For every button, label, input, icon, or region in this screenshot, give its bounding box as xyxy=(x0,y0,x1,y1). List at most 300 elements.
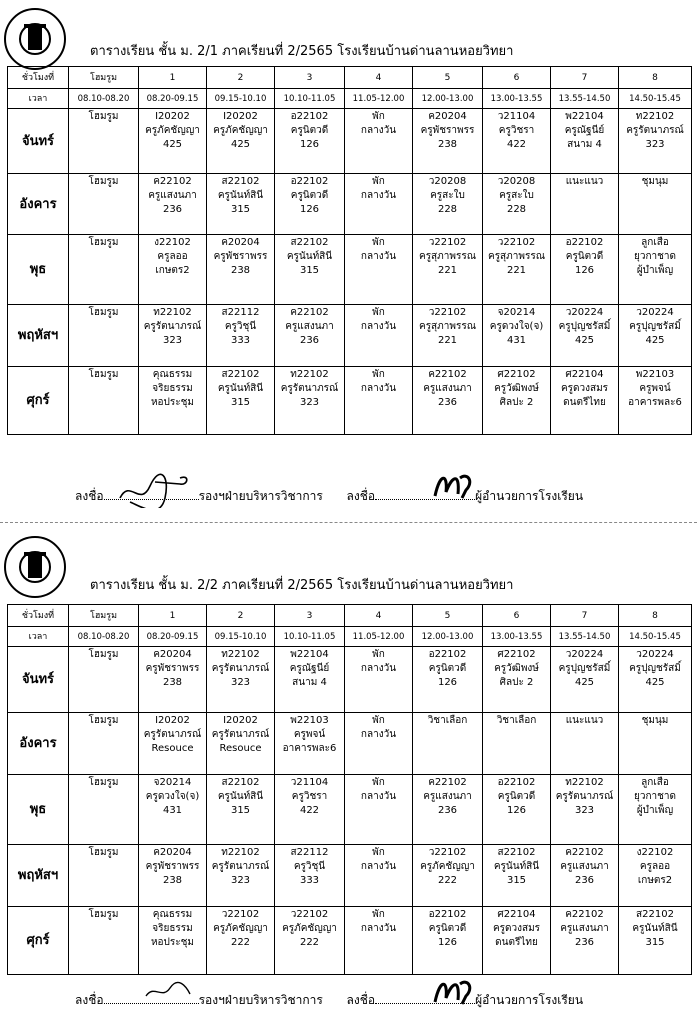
day-name: พุธ xyxy=(8,235,69,305)
schedule-cell xyxy=(345,713,413,775)
day-row xyxy=(8,907,692,975)
subject-line: ศ22104 xyxy=(565,369,604,380)
time-slot: 11.05-12.00 xyxy=(345,89,413,109)
schedule-cell xyxy=(483,109,551,174)
time-slot: 11.05-12.00 xyxy=(345,627,413,647)
subject-line: ว22102 xyxy=(428,237,467,248)
cell-line: 425 xyxy=(645,677,665,688)
cell-line: ครูวิชุนี xyxy=(293,861,326,872)
cell-line: 221 xyxy=(506,265,527,276)
day-name: พฤหัสฯ xyxy=(8,845,69,907)
subject-line: อ22102 xyxy=(428,909,467,920)
cell-line: จริยธรรม xyxy=(152,923,193,934)
subject-line: ว20208 xyxy=(428,176,467,187)
schedule-cell xyxy=(413,305,483,367)
subject-line: ลูกเสือ xyxy=(641,777,669,788)
cell-line: 333 xyxy=(230,335,251,346)
period-2: 2 xyxy=(207,67,275,89)
cell-line: 222 xyxy=(299,937,320,948)
cell-line: ครูรัตนาภรณ์ xyxy=(555,791,614,802)
schedule-cell xyxy=(413,109,483,174)
subject-line: พ22103 xyxy=(635,369,675,380)
day-name: จันทร์ xyxy=(8,109,69,174)
schedule-cell xyxy=(207,235,275,305)
schedule-cell xyxy=(139,713,207,775)
subject-line: อ22102 xyxy=(565,237,604,248)
schedule-cell xyxy=(69,907,139,975)
subject-line: ส22102 xyxy=(221,777,260,788)
cell-line: 221 xyxy=(437,335,458,346)
time-slot: 08.10-08.20 xyxy=(69,89,139,109)
subject-line: พ22104 xyxy=(565,111,604,122)
cell-line: หอประชุม xyxy=(150,397,195,408)
schedule-cell xyxy=(275,109,345,174)
cell-line: ครูภัคชัญญา xyxy=(145,125,200,136)
subject-line: วิชาเลือก xyxy=(427,715,468,726)
period-5: 5 xyxy=(413,67,483,89)
subject-line: โฮมรูม xyxy=(88,369,119,380)
cell-line: ผู้บำเพ็ญ xyxy=(636,265,674,276)
schedule-cell xyxy=(345,109,413,174)
cell-line: 431 xyxy=(506,335,527,346)
day-row xyxy=(8,235,692,305)
schedule-cell xyxy=(551,647,619,713)
subject-line: แนะแนว xyxy=(565,715,604,726)
schedule-cell xyxy=(275,647,345,713)
period-label: ชั่วโมงที่ xyxy=(8,67,69,89)
schedule-cell xyxy=(551,235,619,305)
subject-line: โฮมรูม xyxy=(88,237,119,248)
schedule-cell xyxy=(139,367,207,435)
schedule-cell xyxy=(139,174,207,235)
cell-line: 228 xyxy=(437,204,458,215)
subject-line: ค22102 xyxy=(428,369,467,380)
cell-line: Resouce xyxy=(219,743,262,754)
subject-line: ท22102 xyxy=(153,307,192,318)
schedule-cell xyxy=(139,235,207,305)
schedule-cell xyxy=(345,907,413,975)
cell-line: 425 xyxy=(230,139,251,150)
schedule-cell xyxy=(483,305,551,367)
time-slot: 13.55-14.50 xyxy=(551,627,619,647)
day-name: ศุกร์ xyxy=(8,367,69,435)
schedule-cell xyxy=(345,775,413,845)
subject-line: พ22103 xyxy=(290,715,329,726)
cell-line: 422 xyxy=(299,805,320,816)
day-row xyxy=(8,713,692,775)
subject-line: โฮมรูม xyxy=(88,777,119,788)
day-row xyxy=(8,775,692,845)
cell-line: 323 xyxy=(574,805,595,816)
subject-line: พัก xyxy=(372,307,385,318)
subject-line: ว21104 xyxy=(497,111,536,122)
signature-scrawl-left xyxy=(110,468,200,508)
cell-line: 238 xyxy=(162,677,183,688)
cell-line: ครูแสงนภา xyxy=(285,321,334,332)
subject-line: พ22104 xyxy=(290,649,329,660)
cell-line: กลางวัน xyxy=(360,663,397,674)
period-3: 3 xyxy=(275,605,345,627)
timetable xyxy=(7,604,692,975)
cell-line: 323 xyxy=(299,397,320,408)
cell-line: 315 xyxy=(645,937,665,948)
signature-prefix: ลงชื่อ xyxy=(75,489,104,503)
cell-line: ครูนิตวดี xyxy=(428,923,467,934)
schedule-cell xyxy=(619,845,692,907)
cell-line: สนาม 4 xyxy=(292,677,327,688)
schedule-cell xyxy=(619,109,692,174)
schedule-cell xyxy=(69,305,139,367)
subject-line: ส22102 xyxy=(290,237,329,248)
cell-line: ครูแสงนภา xyxy=(560,923,609,934)
schedule-cell xyxy=(551,305,619,367)
subject-line: ค22102 xyxy=(153,176,192,187)
schedule-cell xyxy=(69,845,139,907)
cell-line: ครูภัคชัญญา xyxy=(213,923,268,934)
schedule-cell xyxy=(275,845,345,907)
schedule-cell xyxy=(275,367,345,435)
subject-line: ส22112 xyxy=(290,847,329,858)
day-name: ศุกร์ xyxy=(8,907,69,975)
cell-line: ครูนิตวดี xyxy=(428,663,467,674)
day-name: พุธ xyxy=(8,775,69,845)
period-5: 5 xyxy=(413,605,483,627)
schedule-cell xyxy=(207,109,275,174)
time-slot: 08.10-08.20 xyxy=(69,627,139,647)
cell-line: Resouce xyxy=(151,743,194,754)
time-slot: 12.00-13.00 xyxy=(413,627,483,647)
subject-line: พัก xyxy=(372,237,385,248)
schedule-cell xyxy=(551,174,619,235)
cell-line: ครูนันท์สินี xyxy=(217,791,264,802)
cell-line: สนาม 4 xyxy=(567,139,602,150)
cell-line: กลางวัน xyxy=(360,321,397,332)
time-slot: 10.10-11.05 xyxy=(275,89,345,109)
subject-line: I20202 xyxy=(155,111,190,122)
time-slot: 10.10-11.05 xyxy=(275,627,345,647)
subject-line: ว20224 xyxy=(565,307,604,318)
cell-line: 425 xyxy=(574,335,595,346)
cell-line: ครูดวงสมร xyxy=(492,923,541,934)
day-row xyxy=(8,647,692,713)
day-row xyxy=(8,174,692,235)
subject-line: พัก xyxy=(372,111,385,122)
cell-line: ครูวิชุนี xyxy=(224,321,257,332)
cell-line: ครูพัชราพรร xyxy=(420,125,475,136)
cell-line: 333 xyxy=(299,875,320,886)
subject-line: ค20204 xyxy=(153,847,192,858)
cell-line: 221 xyxy=(437,265,458,276)
cell-line: 425 xyxy=(645,335,665,346)
schedule-cell xyxy=(483,367,551,435)
cell-line: ครูปุญชรัสมิ์ xyxy=(629,321,681,332)
schedule-cell xyxy=(619,907,692,975)
cell-line: 126 xyxy=(437,937,458,948)
subject-line: ว20224 xyxy=(565,649,604,660)
subject-line: จ20214 xyxy=(497,307,536,318)
schedule-cell xyxy=(275,713,345,775)
schedule-cell xyxy=(413,845,483,907)
period-3: 3 xyxy=(275,67,345,89)
schedule-cell xyxy=(69,713,139,775)
cell-line: อาคารพละ6 xyxy=(282,743,337,754)
cell-line: 315 xyxy=(230,397,251,408)
schedule-cell xyxy=(69,174,139,235)
schedule-cell xyxy=(207,174,275,235)
cell-line: ครูพัชราพรร xyxy=(145,663,200,674)
subject-line: คุณธรรม xyxy=(152,909,193,920)
cell-line: ครูรัตนาภรณ์ xyxy=(143,321,202,332)
cell-line: ครูปุญชรัสมิ์ xyxy=(629,663,681,674)
schedule-cell xyxy=(139,109,207,174)
cell-line: 228 xyxy=(506,204,527,215)
schedule-cell xyxy=(551,845,619,907)
schedule-cell xyxy=(139,845,207,907)
cell-line: ครูรัตนาภรณ์ xyxy=(211,663,270,674)
schedule-cell xyxy=(413,647,483,713)
cell-line: 323 xyxy=(230,677,251,688)
school-logo xyxy=(4,8,66,70)
schedule-cell xyxy=(275,775,345,845)
cell-line: 315 xyxy=(230,204,251,215)
cell-line: ครูพจน์ xyxy=(639,383,671,394)
cell-line: ครูนิตวดี xyxy=(565,251,604,262)
cell-line: 236 xyxy=(162,204,183,215)
time-label: เวลา xyxy=(8,627,69,647)
subject-line: I20202 xyxy=(155,715,190,726)
cell-line: ครูรัตนาภรณ์ xyxy=(211,729,270,740)
day-name: อังคาร xyxy=(8,174,69,235)
cell-line: ครูภัคชัญญา xyxy=(213,125,268,136)
cell-line: 323 xyxy=(645,139,665,150)
subject-line: ว22102 xyxy=(428,307,467,318)
time-row xyxy=(8,627,692,647)
cell-line: 238 xyxy=(230,265,251,276)
subject-line: ว20208 xyxy=(497,176,536,187)
subject-line: ศ22104 xyxy=(497,909,536,920)
schedule-cell xyxy=(207,305,275,367)
schedule-cell xyxy=(275,305,345,367)
subject-line: ง22102 xyxy=(154,237,191,248)
cell-line: ครูนันท์สินี xyxy=(286,251,333,262)
cell-line: ครูรัตนาภรณ์ xyxy=(280,383,339,394)
subject-line: ค20204 xyxy=(153,649,192,660)
subject-line: ส22102 xyxy=(497,847,536,858)
schedule-cell xyxy=(413,235,483,305)
schedule-cell xyxy=(207,907,275,975)
cell-line: ครูพัชราพรร xyxy=(213,251,268,262)
period-header-row xyxy=(8,605,692,627)
schedule-cell xyxy=(345,174,413,235)
subject-line: ท22102 xyxy=(221,847,260,858)
time-slot: 14.50-15.45 xyxy=(619,89,692,109)
period-7: 7 xyxy=(551,67,619,89)
schedule-cell xyxy=(619,713,692,775)
cell-line: 236 xyxy=(437,805,458,816)
subject-line: อ22102 xyxy=(428,649,467,660)
schedule-cell xyxy=(413,174,483,235)
time-slot: 09.15-10.10 xyxy=(207,627,275,647)
cell-line: 126 xyxy=(506,805,527,816)
subject-line: ว20224 xyxy=(636,307,674,318)
cell-line: 323 xyxy=(162,335,183,346)
schedule-cell xyxy=(413,367,483,435)
schedule-cell xyxy=(345,647,413,713)
page-divider xyxy=(0,522,697,523)
subject-line: โฮมรูม xyxy=(88,111,119,122)
day-row xyxy=(8,845,692,907)
cell-line: ครูนันท์สินี xyxy=(217,383,264,394)
time-slot: 08.20-09.15 xyxy=(139,627,207,647)
cell-line: ครูรัตนาภรณ์ xyxy=(143,729,202,740)
cell-line: 315 xyxy=(230,805,251,816)
cell-line: หอประชุม xyxy=(150,937,195,948)
subject-line: ว22102 xyxy=(428,847,467,858)
cell-line: 236 xyxy=(437,397,458,408)
cell-line: 315 xyxy=(506,875,527,886)
cell-line: ศิลปะ 2 xyxy=(499,397,534,408)
schedule-cell xyxy=(483,907,551,975)
subject-line: จ20214 xyxy=(153,777,192,788)
schedule-cell xyxy=(69,647,139,713)
cell-line: 222 xyxy=(230,937,251,948)
cell-line: ครูรัตนาภรณ์ xyxy=(211,861,270,872)
cell-line: ครูสุภาพรรณ xyxy=(419,321,476,332)
subject-line: ว22102 xyxy=(290,909,329,920)
subject-line: โฮมรูม xyxy=(88,715,119,726)
cell-line: ครูวัฒิพงษ์ xyxy=(494,663,539,674)
cell-line: 425 xyxy=(162,139,183,150)
cell-line: ครูนันท์สินี xyxy=(632,923,678,934)
timetable xyxy=(7,66,692,435)
cell-line: กลางวัน xyxy=(360,125,397,136)
subject-line: ค20204 xyxy=(221,237,260,248)
cell-line: ครูปุญชรัสมิ์ xyxy=(558,663,611,674)
time-slot: 13.00-13.55 xyxy=(483,89,551,109)
cell-line: ครูแสงนภา xyxy=(423,791,472,802)
schedule-cell xyxy=(207,367,275,435)
subject-line: โฮมรูม xyxy=(88,649,119,660)
cell-line: ครูพจน์ xyxy=(293,729,326,740)
cell-line: 323 xyxy=(230,875,251,886)
schedule-cell xyxy=(483,713,551,775)
cell-line: ครูนิตวดี xyxy=(290,125,329,136)
cell-line: ครูแสงนภา xyxy=(148,190,197,201)
schedule-cell xyxy=(345,235,413,305)
subject-line: พัก xyxy=(372,369,385,380)
schedule-cell xyxy=(345,305,413,367)
subject-line: โฮมรูม xyxy=(88,909,119,920)
cell-line: ครูลออ xyxy=(157,251,188,262)
schedule-cell xyxy=(619,367,692,435)
schedule-cell xyxy=(413,713,483,775)
time-slot: 13.00-13.55 xyxy=(483,627,551,647)
period-label: ชั่วโมงที่ xyxy=(8,605,69,627)
subject-line: ง22102 xyxy=(636,847,674,858)
cell-line: กลางวัน xyxy=(360,383,397,394)
cell-line: ครูดวงสมร xyxy=(560,383,609,394)
schedule-cell xyxy=(275,907,345,975)
day-row xyxy=(8,367,692,435)
schedule-cell xyxy=(345,367,413,435)
schedule-cell xyxy=(483,775,551,845)
cell-line: ครูนิตวดี xyxy=(290,190,329,201)
period-8: 8 xyxy=(619,67,692,89)
subject-line: ส22102 xyxy=(221,369,260,380)
schedule-cell xyxy=(69,367,139,435)
period-1: 1 xyxy=(139,67,207,89)
cell-line: เกษตร2 xyxy=(155,265,190,276)
subject-line: อ22102 xyxy=(497,777,536,788)
cell-line: 222 xyxy=(437,875,458,886)
subject-line: แนะแนว xyxy=(565,176,604,187)
cell-line: ครูสุภาพรรณ xyxy=(419,251,476,262)
subject-line: อ22102 xyxy=(290,111,329,122)
schedule-cell xyxy=(275,174,345,235)
period-2: 2 xyxy=(207,605,275,627)
subject-line: ส22112 xyxy=(221,307,260,318)
cell-line: 126 xyxy=(299,139,320,150)
cell-line: ครูวิชรา xyxy=(498,125,535,136)
subject-line: ค22102 xyxy=(290,307,329,318)
subject-line: พัก xyxy=(372,909,385,920)
cell-line: ครูสะใบ xyxy=(430,190,465,201)
director-role: ผู้อำนวยการโรงเรียน xyxy=(475,489,584,503)
subject-line: โฮมรูม xyxy=(88,176,119,187)
period-1: 1 xyxy=(139,605,207,627)
schedule-cell xyxy=(483,845,551,907)
period-homeroom: โฮมรูม xyxy=(69,67,139,89)
cell-line: กลางวัน xyxy=(360,190,397,201)
subject-line: พัก xyxy=(372,176,385,187)
schedule-cell xyxy=(139,647,207,713)
cell-line: ครูดวงใจ(จ) xyxy=(489,321,544,332)
subject-line: ส22102 xyxy=(636,909,674,920)
cell-line: ยุวกาชาด xyxy=(633,251,677,262)
signature-prefix-2: ลงชื่อ xyxy=(346,993,376,1007)
cell-line: กลางวัน xyxy=(360,791,397,802)
cell-line: ศิลปะ 2 xyxy=(499,677,534,688)
signature-scrawl-right xyxy=(430,974,480,1008)
schedule-cell xyxy=(551,907,619,975)
signature-scrawl-right xyxy=(430,468,480,502)
subject-line: ศ22102 xyxy=(497,369,536,380)
time-row xyxy=(8,89,692,109)
subject-line: ค22102 xyxy=(565,847,604,858)
day-name: จันทร์ xyxy=(8,647,69,713)
subject-line: ส22102 xyxy=(221,176,260,187)
cell-line: จริยธรรม xyxy=(152,383,193,394)
subject-line: ค22102 xyxy=(428,777,467,788)
cell-line: 126 xyxy=(437,677,458,688)
cell-line: ครูภัคชัญญา xyxy=(420,861,475,872)
day-row xyxy=(8,305,692,367)
schedule-cell xyxy=(619,305,692,367)
cell-line: เกษตร2 xyxy=(637,875,673,886)
cell-line: ครูสุภาพรรณ xyxy=(488,251,545,262)
cell-line: 236 xyxy=(574,875,595,886)
cell-line: 236 xyxy=(299,335,320,346)
cell-line: 315 xyxy=(299,265,320,276)
cell-line: ครูนิตวดี xyxy=(497,791,536,802)
subject-line: อ22102 xyxy=(290,176,329,187)
cell-line: 238 xyxy=(162,875,183,886)
schedule-cell xyxy=(619,235,692,305)
subject-line: I20202 xyxy=(223,715,258,726)
cell-line: ครูปุญชรัสมิ์ xyxy=(558,321,611,332)
vice-director-role: รองฯฝ่ายบริหารวิชาการ xyxy=(198,993,323,1007)
cell-line: ครูณัฐนีย์ xyxy=(289,663,330,674)
